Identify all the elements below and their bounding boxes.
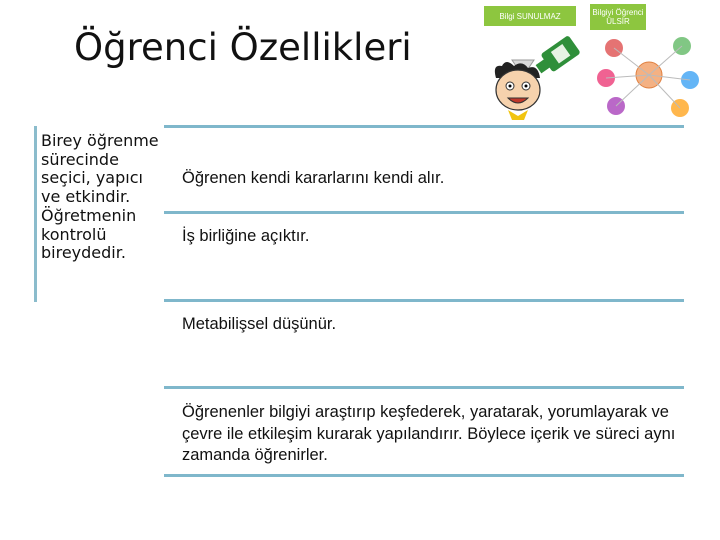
left-description: Birey öğrenme sürecinde seçici, yapıcı ve etkindir. Öğretmenin kontrolü bireydedir. (41, 131, 159, 263)
slide-title: Öğrenci Özellikleri (74, 26, 412, 69)
row-divider (164, 386, 684, 389)
row-text-2: İş birliğine açıktır. (182, 227, 310, 245)
row-text-1: Öğrenen kendi kararlarını kendi alır. (182, 169, 445, 187)
illustration (478, 0, 720, 120)
row-divider (164, 125, 684, 128)
badge-bilgi-sunulmaz: Bilgi SUNULMAZ (484, 6, 576, 26)
badge-bilgiyi-ogrenci: Bilgiyi Öğrenci ÜLSİR (590, 4, 646, 30)
row-divider (164, 211, 684, 214)
row-divider (164, 299, 684, 302)
left-divider (34, 126, 37, 302)
row-divider (164, 474, 684, 477)
child-with-bottle-icon (482, 24, 592, 124)
row-text-4: Öğrenenler bilgiyi araştırıp keşfederek, yaratarak, yorumlayarak ve çevre ile etkileşim kurarak yapılandırır. Böylece içerik ve süreci aynı zamanda öğrenirler. (182, 403, 676, 464)
student-activities-icon (594, 30, 704, 120)
row-text-3: Metabilişsel düşünür. (182, 315, 337, 333)
